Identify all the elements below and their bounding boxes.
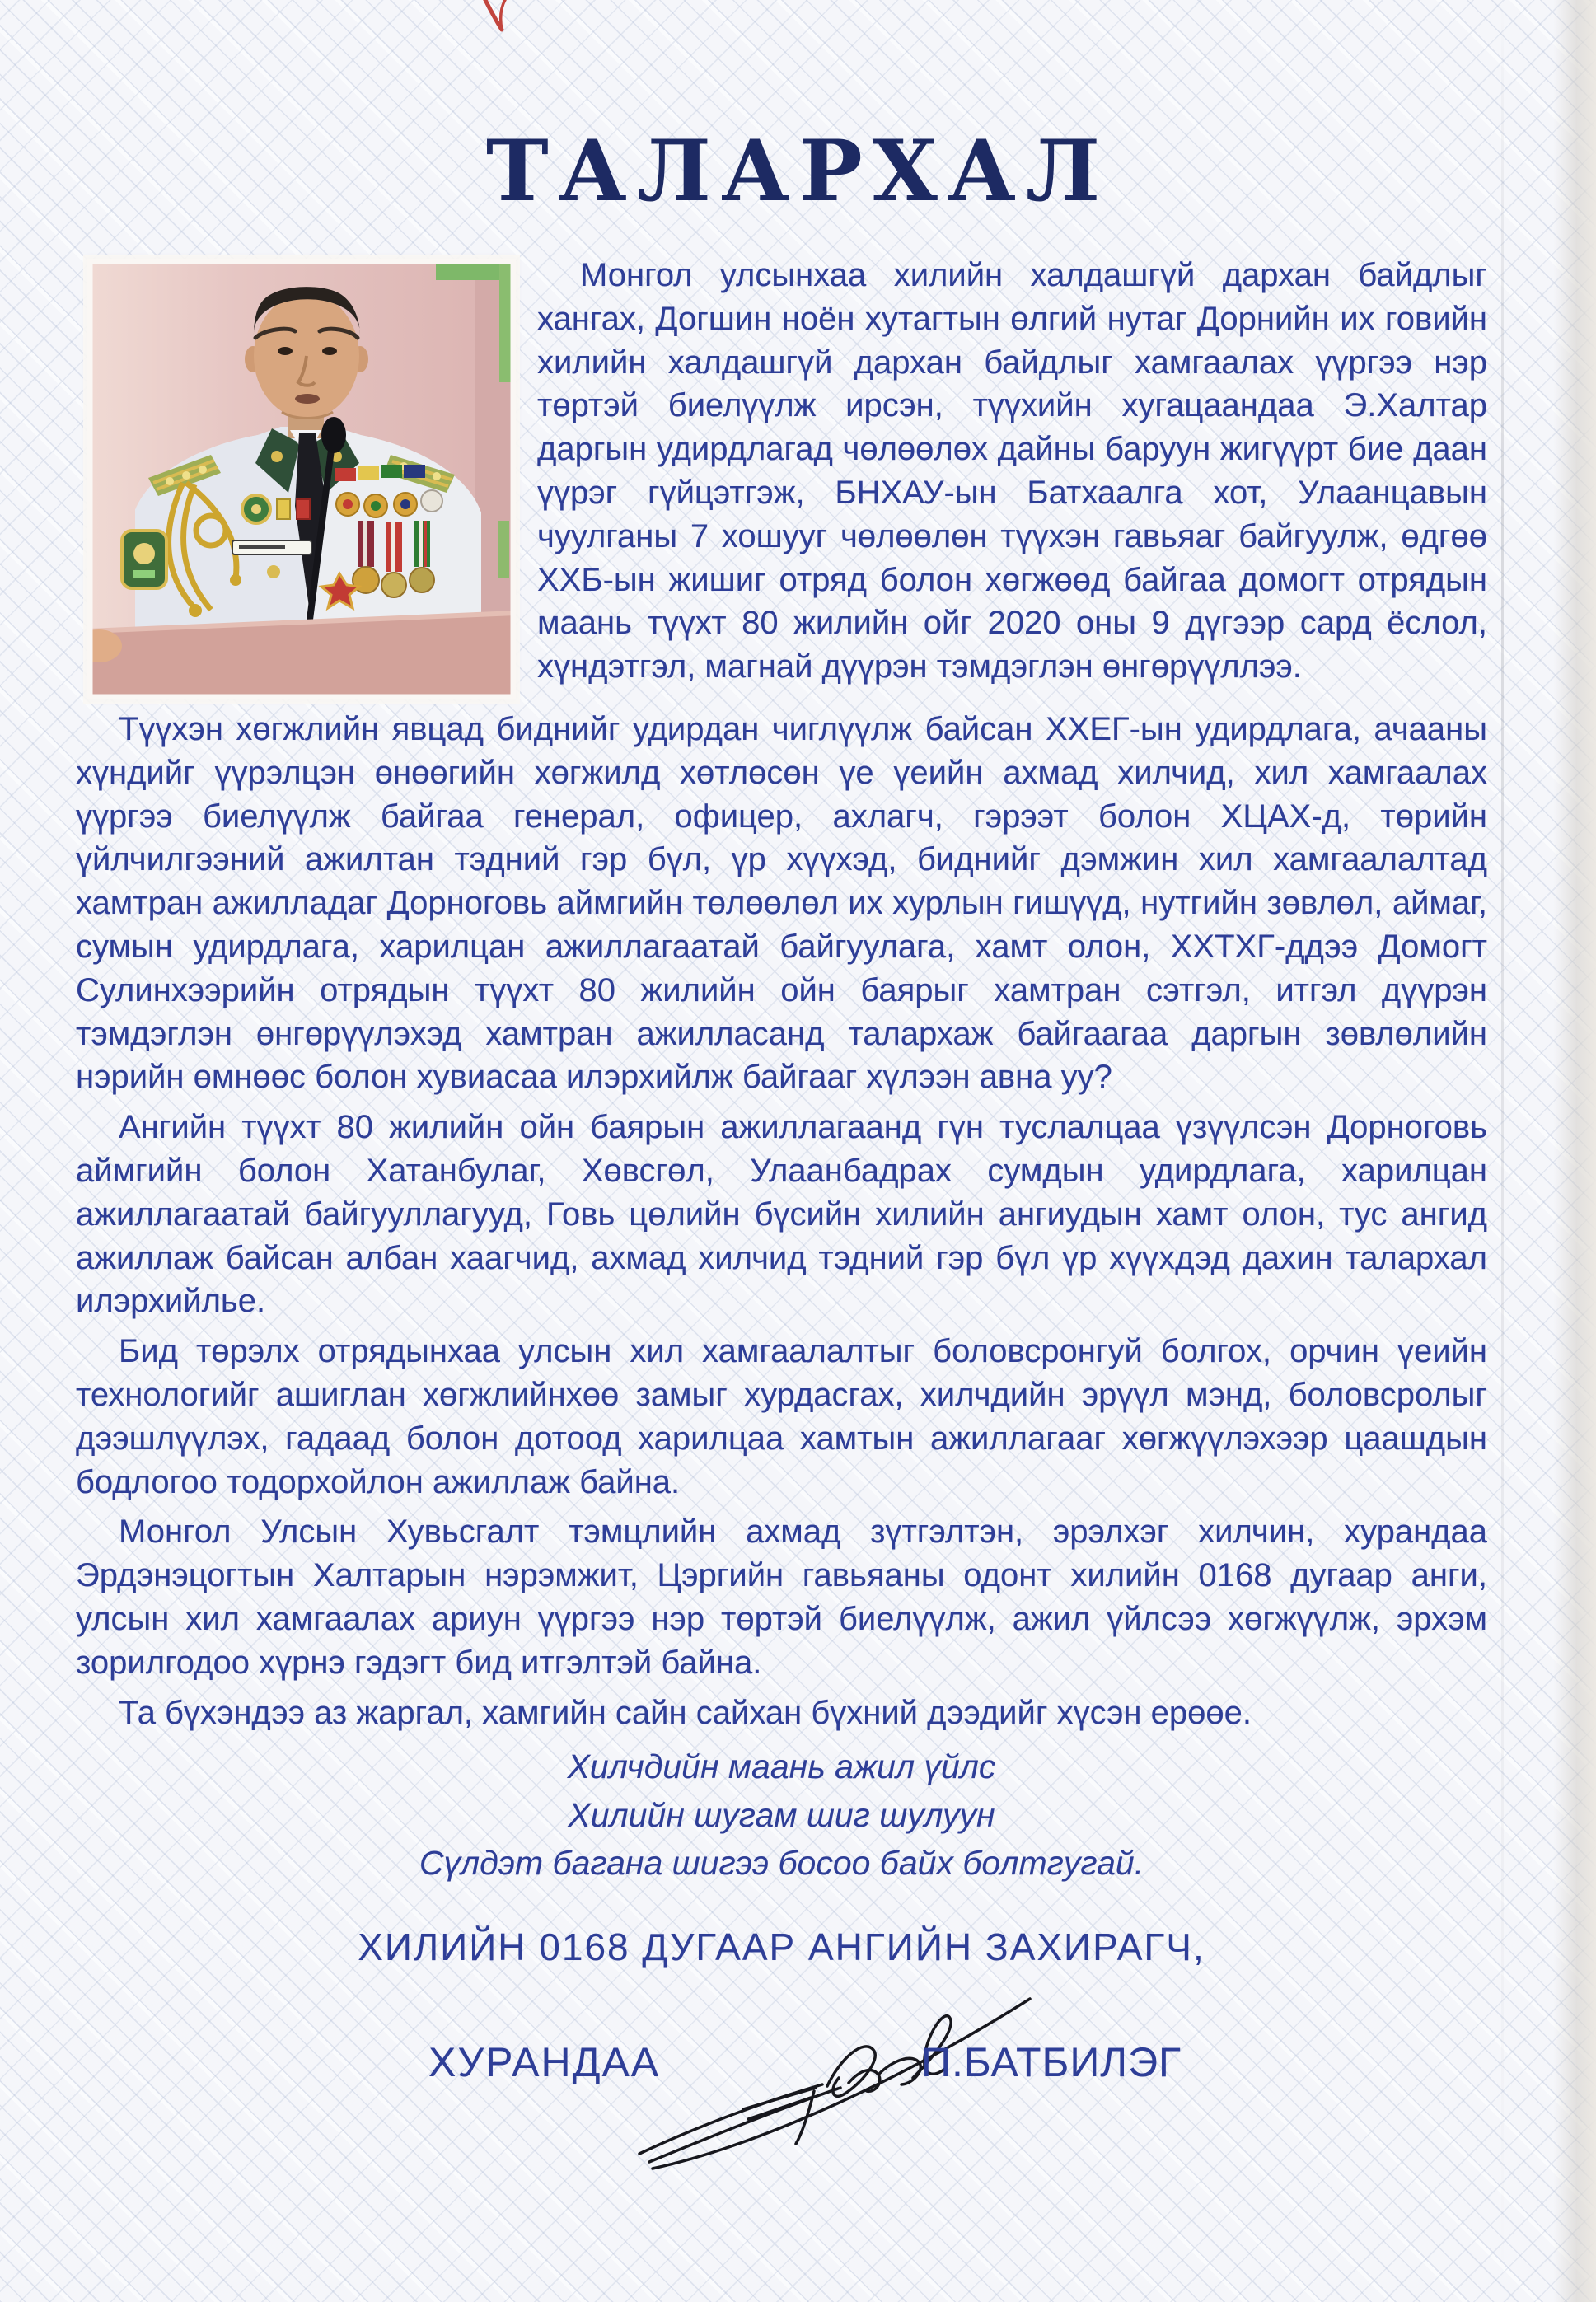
commander-position-line: ХИЛИЙН 0168 ДУГААР АНГИЙН ЗАХИРАГЧ, — [358, 1925, 1205, 1968]
verse-line: Хилчдийн маань ажил үйлс — [567, 1748, 996, 1786]
mouth — [295, 394, 320, 404]
paragraph-3: Ангийн түүхт 80 жилийн ойн баярын ажиллагаанд гүн туслалцаа үзүүлсэн Дорноговь аймгийн болон Хатанбулаг, Хөвсгөл, Улаанбадрах сумдын удирдлага, харилцан ажиллагаатай байгууллагууд, Говь цөлийн бүсийн хилийн ангиудын хамт олон, тус ангид ажиллаж байсан албан хаагчид, ахмад хилчид тэдний гэр бүл үр хүүхдэд дахин талархал илэрхийлье. — [76, 1109, 1487, 1320]
paragraph-4: Бид төрэлх отрядынхаа улсын хил хамгаалалтыг боловсронгуй болгох, орчин үеийн технологийг ашиглан хөгжлийнхөө замыг хурдасгах, хилчдийн эрүүл мэнд, боловсролыг дээшлүүлэх, гадаад болон дотоод харилцаа хамтын ажиллагааг хөгжүүлэхээр цаашдын бодлогоо тодорхойлон ажиллаж байна. — [76, 1333, 1487, 1500]
verse-line: Сүлдэт багана шигээ босоо байх болтгугай. — [419, 1843, 1144, 1882]
red-pen-mark — [476, 0, 527, 48]
page-title: ТАЛАРХАЛ — [485, 122, 1111, 221]
letter-body — [0, 221, 1596, 2188]
commander-photo — [87, 259, 516, 699]
verse-line: Хилийн шугам шиг шулуун — [568, 1795, 995, 1834]
rank-label: ХУРАНДАА — [428, 2038, 661, 2085]
closing-verse — [76, 1743, 1487, 1887]
paragraph-2: Түүхэн хөгжлийн явцад биднийг удирдан чиглүүлж байсан ХХЕГ-ын удирдлага, ачааны хүндийг үүрэлцэн өнөөгийн хөгжилд хөтлөсөн үе үеийн ахмад хилчид, хил хамгаалах үүргээ биелүүлж байгаа генерал, офицер, ахлагч, гэрээт болон ХЦАХ-д, төрийн үйлчилгээний ажилтан тэдний гэр бүл, үр хүүхэд, биднийг дэмжин хил хамгаалалтад хамтран ажилладаг Дорноговь аймгийн төлөөлөл их хурлын гишүүд, нутгийн зөвлөл, аймаг, сумын удирдлага, харилцан ажиллагаатай байгуулага, хамт олон, ХХТХГ-ддээ Домогт Сулинхээрийн отрядын түүхт 80 жилийн ойн баярыг хамтран сэтгэл, итгэл дүүрэн тэмдэглэн өнгөрүүлэхэд хамтран ажилласанд талархаж байгаагаа даргын зөвлөлийн нэрийн өмнөөс болон хувиасаа илэрхийлж байгааг хүлээн авна уу? — [76, 711, 1487, 1096]
signature-block — [76, 1991, 1487, 2188]
paragraph-1: Монгол улсынхаа хилийн халдашгүй дархан байдлыг хангах, Догшин ноён хутагтын өлгий нутаг Дорнийн их говийн хилийн халдашгүй дархан байдлыг хамгаалах үүргээ нэр төртэй биелүүлж ирсэн, түүхийн хугацаандаа Э.Халтар даргын удирдлагад чөлөөлөх дайны баруун жигүүрт бие даан үүрэг гүйцэтгэж, БНХАУ-ын Батхаалга хот, Улаанцавын чуулганы 7 хошууг чөлөөлөн түүхэн гавьяаг байгуулж, өдгөө ХХБ-ын жишиг отряд болон хөгжөөд байгаа домогт отрядын маань түүхт 80 жилийн ойг 2020 оны 9 дүгээр сард ёслол, хүндэтгэл, магнай дүүрэн тэмдэглэн өнгөрүүллээ. — [537, 257, 1487, 685]
paragraph-5: Монгол Улсын Хувьсгалт тэмцлийн ахмад зүтгэлтэн, эрэлхэг хилчин, хурандаа Эрдэнэцогтын Халтарын нэрэмжит, Цэргийн гавьяаны одонт хилийн 0168 дугаар анги, улсын хил хамгаалах ариун үүргээ нэр төртэй биелүүлж, ажил үйлсээ хөгжүүлж, эрхэм зорилгодоо хүрнэ гэдэгт бид итгэлтэй байна. — [76, 1514, 1487, 1681]
commander-name: П.БАТБИЛЭГ — [921, 2038, 1182, 2085]
commander-photo-image — [87, 259, 516, 699]
paragraph-6: Та бүхэндээ аз жаргал, хамгийн сайн сайхан бүхний дээдийг хүсэн ерөөе. — [119, 1694, 1252, 1731]
podium — [87, 613, 516, 699]
